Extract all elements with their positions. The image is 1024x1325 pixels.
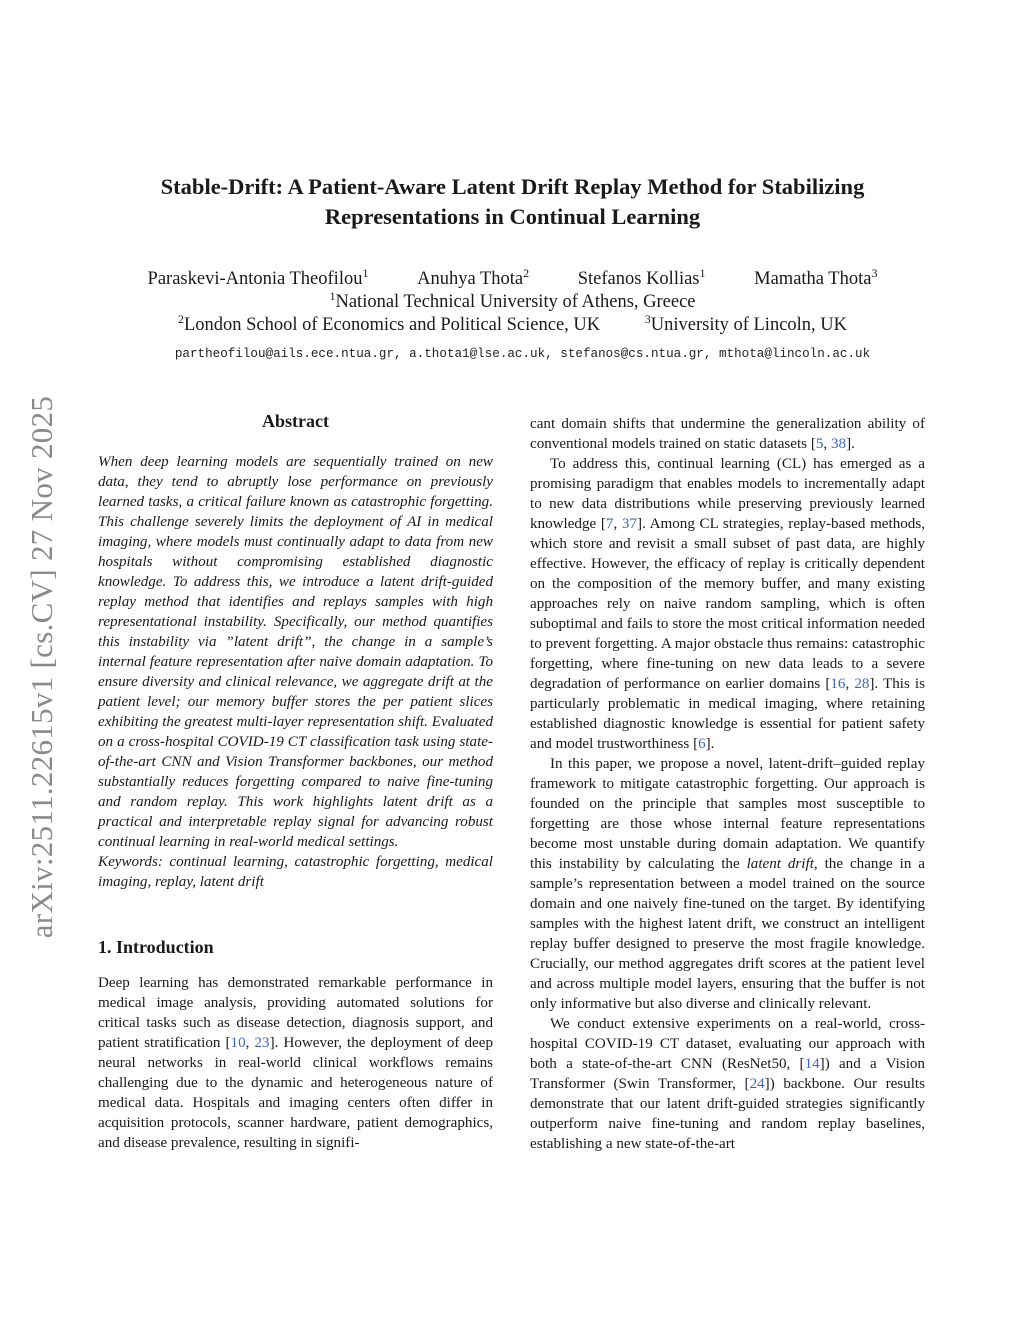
- citation-link[interactable]: 6: [698, 736, 706, 752]
- intro-paragraph-1-continued: cant domain shifts that undermine the generalization ability of conventional models trained on static datasets [5, 38].: [530, 416, 925, 452]
- citation-link[interactable]: 24: [749, 1076, 765, 1092]
- affiliation: $^3$University of Lincoln, UK: [644, 312, 848, 335]
- intro-paragraph-4: We conduct extensive experiments on a real-world, cross-hospital COVID-19 CT dataset, evaluating our approach with both a state-of-the-art CNN (ResNet50, [14]) and a Vision Transformer (Swin Transformer, [24]) backbone. Our results demonstrate that our latent drift-guided strategies significantly outperform naive fine-tuning and random replay baselines, establishing a new state-of-the-art: [530, 1016, 925, 1152]
- keywords: Keywords: continual learning, catastrophic forgetting, medical imaging, replay, latent drift: [98, 854, 493, 890]
- citation-link[interactable]: 7: [605, 516, 614, 532]
- left-column: [98, 410, 493, 1153]
- title-line-2: Representations in Continual Learning: [324, 204, 701, 229]
- affiliation: $^2$London School of Economics and Political Science, UK: [177, 312, 601, 335]
- citation-link[interactable]: 16: [830, 676, 846, 692]
- citation-link[interactable]: 5: [815, 436, 824, 452]
- emphasis-term: latent drift: [746, 856, 814, 872]
- arxiv-id: arXiv:2511.22615v1 [cs.CV] 27 Nov 2025: [24, 395, 59, 939]
- citation-link[interactable]: 10: [230, 1035, 246, 1051]
- abstract-heading: Abstract: [262, 411, 329, 431]
- author: Mamatha Thota$^3$: [754, 266, 878, 289]
- title-line-1: Stable-Drift: A Patient-Aware Latent Drift Replay Method for Stabilizing: [160, 174, 865, 199]
- author-emails: partheofilou@ails.ece.ntua.gr, a.thota1@lse.ac.uk, stefanos@cs.ntua.gr, mthota@lincoln.ac.uk: [174, 347, 871, 361]
- section-heading-introduction: 1. Introduction: [98, 937, 214, 957]
- author: Anuhya Thota$^2$: [417, 266, 530, 289]
- author: Paraskevi-Antonia Theofilou$^1$: [147, 266, 369, 289]
- paper-title: [100, 172, 925, 232]
- author-block: [100, 268, 925, 337]
- citation-link[interactable]: 14: [804, 1056, 820, 1072]
- abstract-text: When deep learning models are sequentially trained on new data, they tend to abruptly lose performance on previously learned tasks, a critical failure known as catastrophic forgetting. This challenge severely limits the deployment of AI in medical imaging, where models must continually adapt to data from new hospitals without compromising established diagnostic knowledge. To address this, we introduce a latent drift-guided replay method that identifies and replays samples with high representational instability. Specifically, our method quantifies this instability via ”latent drift”, the change in a sample’s internal feature representation after naive domain adaptation. To ensure diversity and clinical relevance, we aggregate drift at the patient level; our memory buffer stores the per patient slices exhibiting the greatest multi-layer representation shift. Evaluated on a cross-hospital COVID-19 CT classification task using state-of-the-art CNN and Vision Transformer backbones, our method substantially reduces forgetting compared to naive fine-tuning and random replay. This work highlights latent drift as a practical and interpretable replay signal for advancing robust continual learning in real-world medical settings.: [98, 454, 493, 850]
- citation-link[interactable]: 23: [254, 1035, 270, 1051]
- intro-paragraph-2: To address this, continual learning (CL) has emerged as a promising paradigm that enables models to incrementally adapt to new data distributions while preserving previously learned knowledge [7, 37]. Among CL strategies, replay-based methods, which store and revisit a small subset of past data, are highly effective. However, the efficacy of replay is critically dependent on the composition of the memory buffer, and many existing approaches rely on naive random sampling, which is often suboptimal and fails to store the most critical information needed to prevent forgetting. A major obstacle thus remains: catastrophic forgetting, where fine-tuning on new data leads to a severe degradation of performance on earlier domains [16, 28]. This is particularly problematic in medical imaging, where retaining established diagnostic knowledge is essential for patient safety and model trustworthiness [6].: [530, 456, 925, 752]
- author: Stefanos Kollias$^1$: [577, 266, 706, 289]
- intro-paragraph-1: Deep learning has demonstrated remarkable performance in medical image analysis, providing automated solutions for critical tasks such as disease detection, diagnosis support, and patient stratification [10, 23]. However, the deployment of deep neural networks in real-world clinical workflows remains challenging due to the dynamic and heterogeneous nature of medical data. Hospitals and imaging centers often differ in acquisition protocols, scanner hardware, patient demographics, and disease prevalence, resulting in signifi-: [98, 975, 494, 1151]
- citation-link[interactable]: 28: [854, 676, 870, 692]
- affiliation-line-2: [100, 314, 925, 337]
- citation-link[interactable]: 37: [621, 516, 637, 532]
- citation-link[interactable]: 38: [830, 436, 847, 452]
- intro-paragraph-3: In this paper, we propose a novel, latent-drift–guided replay framework to mitigate catastrophic forgetting. Our approach is founded on the principle that samples most susceptible to forgetting are those whose internal feature representations become most unstable during domain adaptation. We quantify this instability by calculating the latent drift, the change in a sample’s representation between a model trained on the source domain and one naively fine-tuned on the target. By identifying samples with the highest latent drift, we construct an intelligent replay buffer designed to preserve the most fragile knowledge. Crucially, our method aggregates drift scores at the patient level and across multiple model layers, ensuring that the buffer is not only informative but also diverse and clinically relevant.: [530, 756, 925, 1012]
- arxiv-sidebar-stamp: [10, 372, 74, 962]
- right-column: [530, 414, 925, 1154]
- affiliation-line-1: $^1$National Technical University of Athens, Greece: [329, 289, 696, 312]
- author-list: [100, 268, 925, 291]
